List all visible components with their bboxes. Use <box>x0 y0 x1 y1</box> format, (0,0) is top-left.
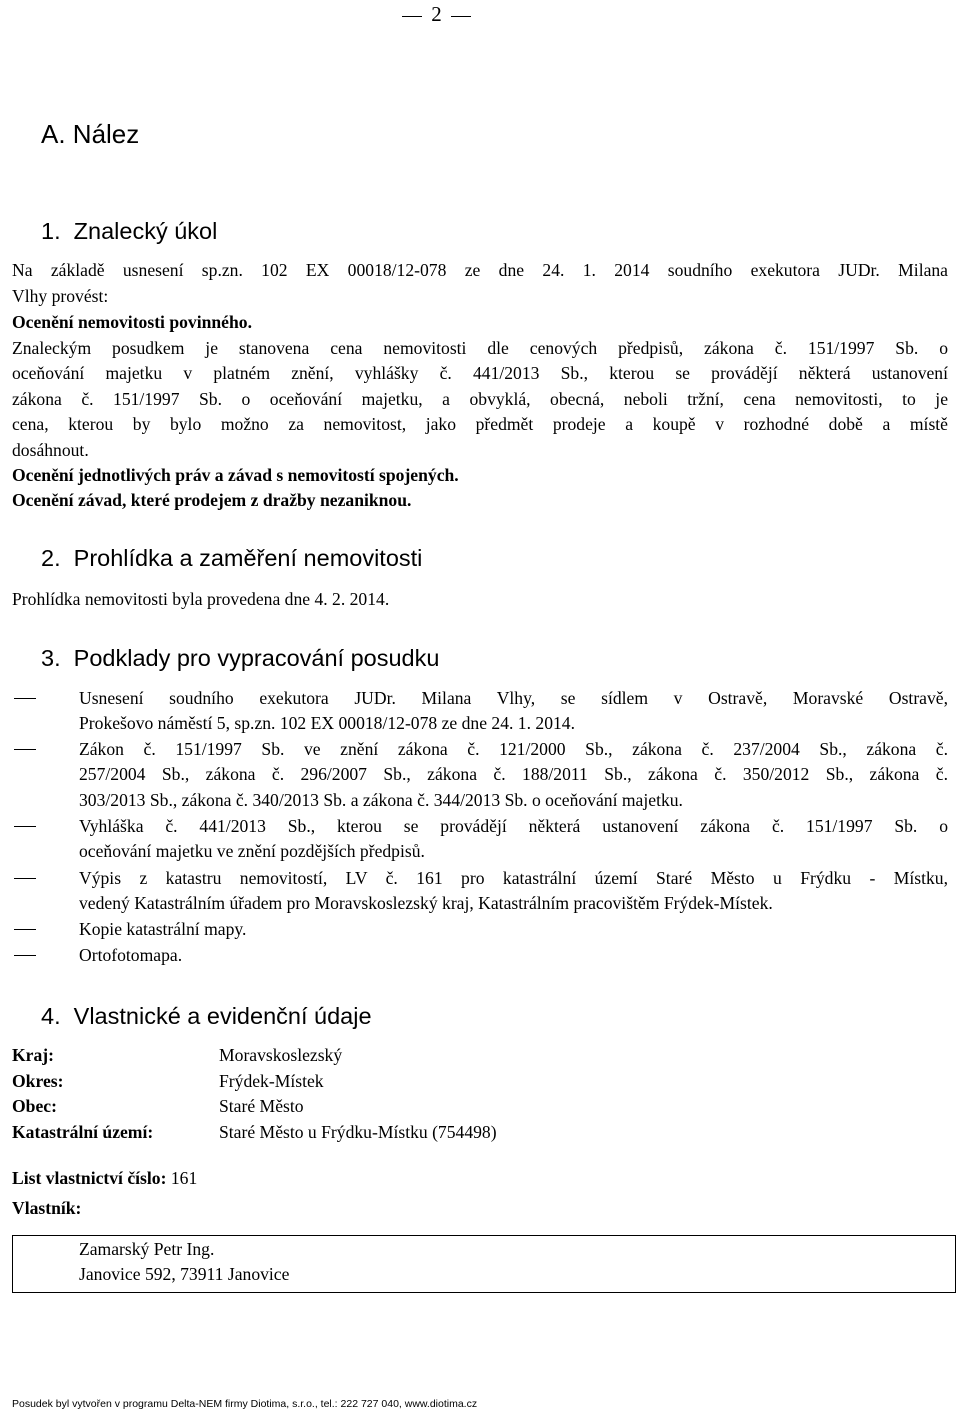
s1-paragraph-line: oceňování majetku v platném znění, vyhlášky č. 441/2013 Sb., kterou se provádějí některá ustanovení <box>12 363 948 383</box>
list-item-line: vedený Katastrálním úřadem pro Moravskoslezský kraj, Katastrálním pracovištěm Frýdek-Místek. <box>79 893 773 913</box>
s1-paragraph-line: zákona č. 151/1997 Sb. o oceňování majetku, a obvyklá, obecná, neboli tržní, cena nemovitosti, to je <box>12 389 948 409</box>
s1-paragraph-line: cena, kterou by bylo možno za nemovitost, jako předmět prodeje a koupě v rozhodné době a místě <box>12 414 948 434</box>
record-label: Obec: <box>12 1096 57 1116</box>
owner-address: Janovice 592, 73911 Janovice <box>79 1264 290 1284</box>
s1-line: Na základě usnesení sp.zn. 102 EX 00018/12-078 ze dne 24. 1. 2014 soudního exekutora JUDr. Milana <box>12 260 948 280</box>
section-2-heading: 2. Prohlídka a zaměření nemovitosti <box>41 545 423 571</box>
record-value: Moravskoslezský <box>219 1045 343 1065</box>
dash-bullet <box>14 955 36 956</box>
list-item-line: 303/2013 Sb., zákona č. 340/2013 Sb. a zákona č. 344/2013 Sb. o oceňování majetku. <box>79 790 683 810</box>
list-item-line: oceňování majetku ve znění pozdějších předpisů. <box>79 841 425 861</box>
record-label: Kraj: <box>12 1045 55 1065</box>
list-item-line: 257/2004 Sb., zákona č. 296/2007 Sb., zákona č. 188/2011 Sb., zákona č. 350/2012 Sb., zákona č. <box>79 764 948 784</box>
record-label: Katastrální území: <box>12 1122 154 1142</box>
list-item-line: Ortofotomapa. <box>79 945 183 965</box>
ownership-sheet-number: 161 <box>170 1168 198 1188</box>
dash-bullet <box>14 826 36 827</box>
section-3-heading: 3. Podklady pro vypracování posudku <box>41 645 440 671</box>
list-item-line: Kopie katastrální mapy. <box>79 919 247 939</box>
record-value: Frýdek-Místek <box>219 1071 324 1091</box>
dash-bullet <box>14 698 36 699</box>
s1-line: Vlhy provést: <box>12 286 109 306</box>
s1-bold: Ocenění závad, které prodejem z dražby nezaniknou. <box>12 490 412 510</box>
s2-text: Prohlídka nemovitosti byla provedena dne 4. 2. 2014. <box>12 589 390 609</box>
page-number: 2 <box>402 2 471 27</box>
list-item-line: Zákon č. 151/1997 Sb. ve znění zákona č. 121/2000 Sb., zákona č. 237/2004 Sb., zákona č. <box>79 739 948 759</box>
list-item-line: Vyhláška č. 441/2013 Sb., kterou se provádějí některá ustanovení zákona č. 151/1997 Sb. o <box>79 816 948 836</box>
s1-paragraph-line: dosáhnout. <box>12 440 89 460</box>
dash-bullet <box>14 929 36 930</box>
section-4-heading: 4. Vlastnické a evidenční údaje <box>41 1003 372 1029</box>
record-label: Okres: <box>12 1071 64 1091</box>
list-item-line: Usnesení soudního exekutora JUDr. Milana Vlhy, se sídlem v Ostravě, Moravské Ostravě, <box>79 688 948 708</box>
owner-label: Vlastník: <box>12 1198 82 1218</box>
record-value: Staré Město u Frýdku-Místku (754498) <box>219 1122 497 1142</box>
owner-name: Zamarský Petr Ing. <box>79 1239 215 1259</box>
list-item-line: Výpis z katastru nemovitostí, LV č. 161 pro katastrální území Staré Město u Frýdku - Místku, <box>79 868 948 888</box>
s1-bold: Ocenění jednotlivých práv a závad s nemovitostí spojených. <box>12 465 459 485</box>
ownership-sheet <box>12 1168 197 1189</box>
page-title: A. Nález <box>41 119 140 149</box>
section-1-heading: 1. Znalecký úkol <box>41 218 218 244</box>
ownership-sheet-label: List vlastnictví číslo: <box>12 1168 167 1188</box>
list-item-line: Prokešovo náměstí 5, sp.zn. 102 EX 00018/12-078 ze dne 24. 1. 2014. <box>79 713 575 733</box>
dash-bullet <box>14 878 36 879</box>
s1-paragraph-line: Znaleckým posudkem je stanovena cena nemovitosti dle cenových předpisů, zákona č. 151/1997 Sb. o <box>12 338 948 358</box>
record-value: Staré Město <box>219 1096 304 1116</box>
s1-bold: Ocenění nemovitosti povinného. <box>12 312 252 332</box>
footer-note: Posudek byl vytvořen v programu Delta-NEM firmy Diotima, s.r.o., tel.: 222 727 040, www.diotima.cz <box>12 1398 478 1410</box>
dash-bullet <box>14 749 36 750</box>
